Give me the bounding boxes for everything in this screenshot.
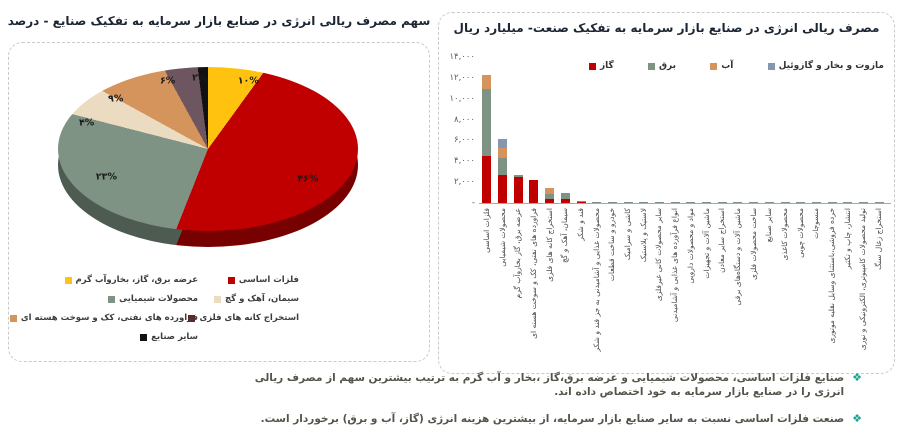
- note-item: [242, 412, 862, 426]
- legend-swatch: [140, 334, 147, 341]
- bar-category-label: منسوجات: [811, 208, 821, 239]
- bar-category-label: فلزات اساسی: [481, 208, 491, 253]
- legend-label: آب: [721, 61, 734, 71]
- bar-category-label: محصولات شیمیایی: [497, 208, 507, 267]
- legend-swatch: [108, 296, 115, 303]
- y-axis-tick-label: ۱۲,۰۰۰: [449, 72, 475, 83]
- legend-label: سیمان، آهک و گچ: [225, 294, 299, 304]
- pie-slice-label: ۲%: [192, 72, 208, 84]
- y-axis-tick-label: ۸,۰۰۰: [454, 114, 475, 125]
- legend-label: فلزات اساسی: [238, 275, 299, 285]
- pie-slice-label: ۴%: [78, 117, 95, 129]
- pie-chart: [9, 43, 429, 273]
- bar-segment: [498, 139, 507, 148]
- note-text: صنعت فلزات اساسی نسبت به سایر صنایع بازار سرمایه، از بیشترین هزینه انرژی (گاز، آب و برق) برخوردار است.: [260, 413, 845, 426]
- bar-segment: [498, 158, 507, 175]
- y-axis-tick-label: ۴,۰۰۰: [454, 156, 475, 167]
- bar-category-label: ماشین آلات و دستگاه‌های برقی: [732, 208, 742, 306]
- bar-chart-panel: [438, 12, 895, 374]
- bar-category-label: لاستیک و پلاستیک: [638, 208, 648, 263]
- bar-category-label: محصولات کاغذی: [780, 208, 789, 261]
- bar-category-label: محصولات غذایی و آشامیدنی به جز قند و شکر: [591, 208, 601, 352]
- y-axis-tick-label: ۱۴,۰۰۰: [449, 52, 475, 62]
- bar-segment: [514, 177, 523, 203]
- legend-swatch: [65, 277, 72, 284]
- y-axis-tick-label: -: [471, 198, 475, 208]
- bar-segment: [545, 194, 554, 199]
- pie-slice-label: ۴۶%: [297, 173, 319, 185]
- bar-category-label: محصولات چوبی: [795, 208, 805, 258]
- legend-label: گاز: [600, 61, 614, 71]
- bar-category-label: استخراج سایر معادن: [717, 208, 727, 273]
- legend-swatch: [10, 315, 17, 322]
- bar-segment: [482, 89, 491, 156]
- bar-segment: [561, 193, 570, 199]
- legend-swatch: [228, 277, 235, 284]
- bar-segment: [577, 201, 586, 202]
- y-axis-tick-label: ۲,۰۰۰: [454, 177, 475, 188]
- bar-category-label: عرضه برق، گاز بخاروآب گرم: [513, 208, 523, 299]
- legend-swatch: [214, 296, 221, 303]
- bar-category-label: انتشار، چاپ و تکثیر: [842, 208, 852, 270]
- pie-slice-label: ۶%: [160, 75, 176, 87]
- bar-category-label: خودرو و ساخت قطعات: [607, 208, 617, 282]
- notes-list: [242, 371, 862, 427]
- note-text: صنایع فلزات اساسی، محصولات شیمیایی و عرضه برق،گاز ،بخار و آب گرم به ترتیب بیشترین سهم از مصرف ریالی انرژی را در صنایع بازار سرمایه به خود اختصاص داده اند.: [254, 372, 845, 399]
- bar-category-label: سیمان، آهک و گچ: [560, 208, 570, 264]
- bar-category-label: انواع فرآورده های غذایی و آشامیدنی: [670, 208, 680, 323]
- pie-legend-item: [70, 332, 198, 342]
- bar-segment: [545, 188, 554, 194]
- bar-category-label: سایر صنایع: [764, 208, 774, 243]
- bar-category-label: سایر محصولات کانی غیرفلزی: [654, 208, 664, 302]
- pie-legend-item: [20, 313, 198, 323]
- pie-legend-item: [70, 294, 198, 304]
- bar-category-label: استخراج کانه های فلزی: [544, 208, 554, 282]
- bar-category-label: استخراج زغال سنگ: [874, 208, 884, 270]
- bar-category-label: کاشی و سرامیک: [623, 208, 633, 261]
- pie-3d-top: [58, 67, 358, 231]
- bar-segment: [482, 75, 491, 90]
- diamond-bullet-icon: ❖: [852, 371, 862, 384]
- pie-slice-label: ۱۰%: [237, 75, 259, 87]
- bar-chart-title: مصرف ریالی انرژی در صنایع بازار سرمایه به تفکیک صنعت- میلیارد ریال: [453, 21, 880, 35]
- legend-label: فراورده های نفتی، کک و سوخت هسته ای: [20, 313, 198, 323]
- pie-chart-title: سهم مصرف ریالی انرژی در صنایع بازار سرمایه به تفکیک صنایع - درصد: [7, 14, 431, 28]
- diamond-bullet-icon: ❖: [852, 412, 862, 426]
- legend-label: برق: [659, 61, 677, 71]
- x-axis-line: [479, 203, 891, 204]
- bar-category-label: قند و شکر: [576, 208, 585, 241]
- legend-label: محصولات شیمیایی: [119, 294, 198, 304]
- legend-label: سایر صنایع: [151, 332, 198, 342]
- bar-category-label: خرده فروشی،باستثنای وسایل نقلیه موتوری: [827, 208, 837, 344]
- pie-slice-label: ۹%: [108, 93, 124, 105]
- bar-segment: [498, 148, 507, 157]
- pie-legend-item: [199, 313, 299, 323]
- bar-category-label: فراورده های نفتی، کک و سوخت هسته ای: [528, 208, 538, 339]
- bar-category-label: ساخت محصولات فلزی: [748, 208, 758, 280]
- pie-legend-item: [70, 275, 198, 285]
- bar-category-label: تولید محصولات کامپیوتری، الکترونیکی و نوری: [858, 208, 868, 351]
- pie-legend: [20, 275, 299, 342]
- y-axis-tick-label: ۱۰,۰۰۰: [449, 93, 475, 104]
- bar-plot-area: [479, 57, 887, 203]
- pie-slice-label: ۲۳%: [95, 171, 117, 183]
- legend-label: عرضه برق، گاز، بخاروآب گرم: [75, 275, 198, 285]
- bar-segment: [514, 175, 523, 177]
- y-axis-tick-label: ۶,۰۰۰: [454, 135, 475, 146]
- pie-legend-item: [204, 275, 299, 285]
- pie-chart-panel: [8, 42, 430, 362]
- note-item: [242, 371, 862, 399]
- bar-segment: [498, 175, 507, 203]
- bar-category-label: مواد و محصولات دارویی: [685, 208, 695, 284]
- legend-label: استخراج کانه های فلزی: [199, 313, 299, 323]
- bar-category-label: ماشین آلات و تجهیزات: [701, 208, 711, 279]
- pie-legend-item: [204, 294, 299, 304]
- legend-label: مازوت و بخار و گازوئیل: [778, 61, 884, 71]
- bar-segment: [529, 180, 538, 203]
- pie-legend-item: [204, 332, 299, 342]
- bar-segment: [482, 156, 491, 203]
